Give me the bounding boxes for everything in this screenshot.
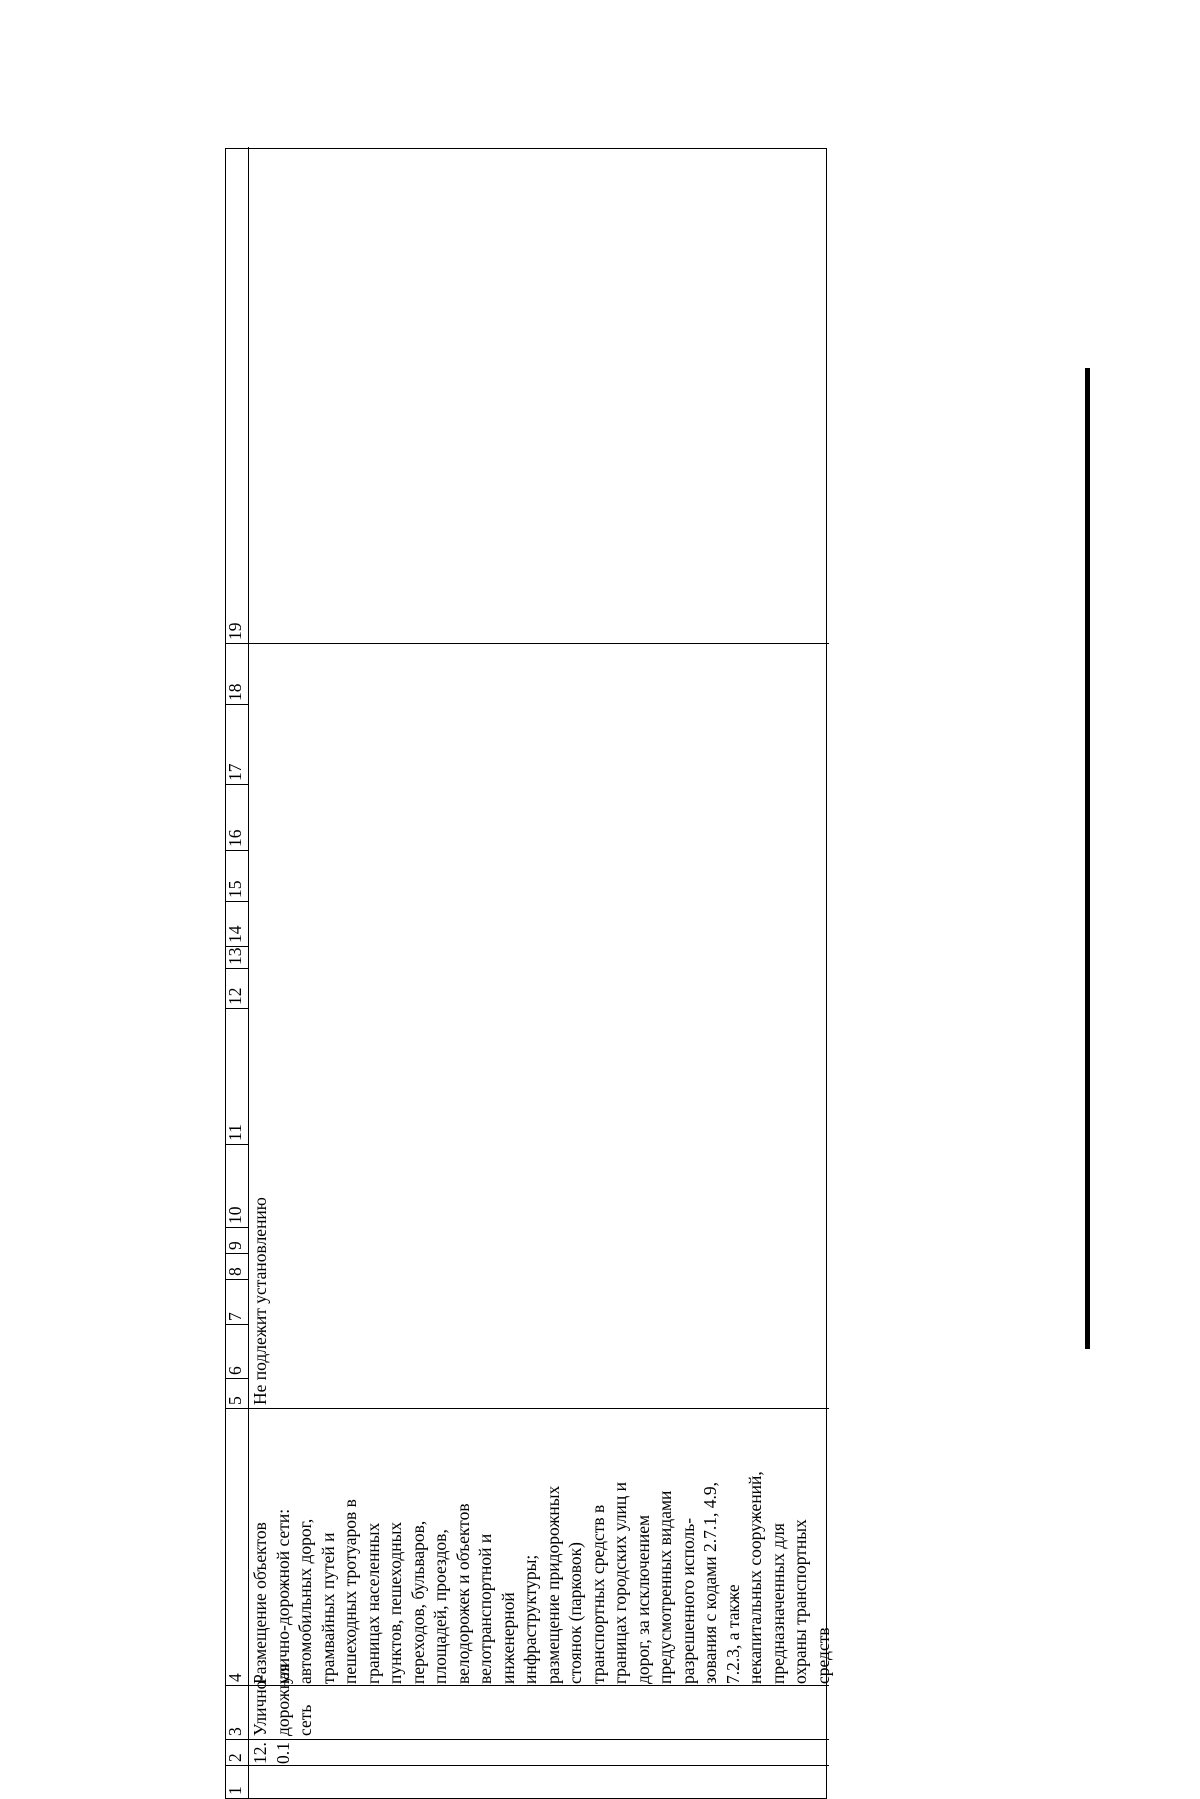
col-number-11: 11 [226, 1009, 248, 1145]
col-number-18: 18 [226, 644, 248, 705]
col-number-2: 2 [226, 1740, 248, 1766]
row-code: 12. 0.1 [248, 1740, 829, 1766]
col-number-14: 14 [226, 902, 248, 947]
cell-col-19 [248, 147, 829, 644]
col-number-12: 12 [226, 969, 248, 1009]
col-number-5: 5 [226, 1379, 248, 1409]
col-number-8: 8 [226, 1254, 248, 1280]
col-number-4: 4 [226, 1409, 248, 1686]
col-number-17: 17 [226, 705, 248, 785]
col-number-6: 6 [226, 1325, 248, 1379]
row-name: Улично- дорожная сеть [248, 1686, 829, 1740]
col-number-13: 13 [226, 947, 248, 969]
col-number-15: 15 [226, 851, 248, 902]
row-parameters-note: Не подлежит установлению [248, 644, 829, 1409]
col-number-9: 9 [226, 1228, 248, 1254]
vertical-rule [1085, 368, 1090, 1349]
col-number-10: 10 [226, 1145, 248, 1228]
land-use-table [225, 148, 833, 1799]
cell-col-1 [248, 1766, 829, 1798]
col-number-7: 7 [226, 1280, 248, 1325]
col-number-19: 19 [226, 147, 248, 644]
row-description: Размещение объектов улично-дорожной сети: автомобильных дорог, трамвайных путей и пешеходных тротуаров в границах населенных пунктов, пешеходных переходов, бульваров, площадей, проездов, велодорожек и объектов велотранспортной и инженерной инфраструктуры; размещение придорожных стоянок (парковок) транспортных средств в границах городских улиц и дорог, за исключением предусмотренных видами разрешенного исполь- зования с кодами 2.7.1, 4.9, 7.2.3, а также некапитальных сооружений, предназначенных для охраны транспортных средств [248, 1409, 829, 1686]
col-number-1: 1 [225, 1786, 245, 1795]
col-number-16: 16 [226, 785, 248, 851]
col-number-3: 3 [226, 1686, 248, 1740]
